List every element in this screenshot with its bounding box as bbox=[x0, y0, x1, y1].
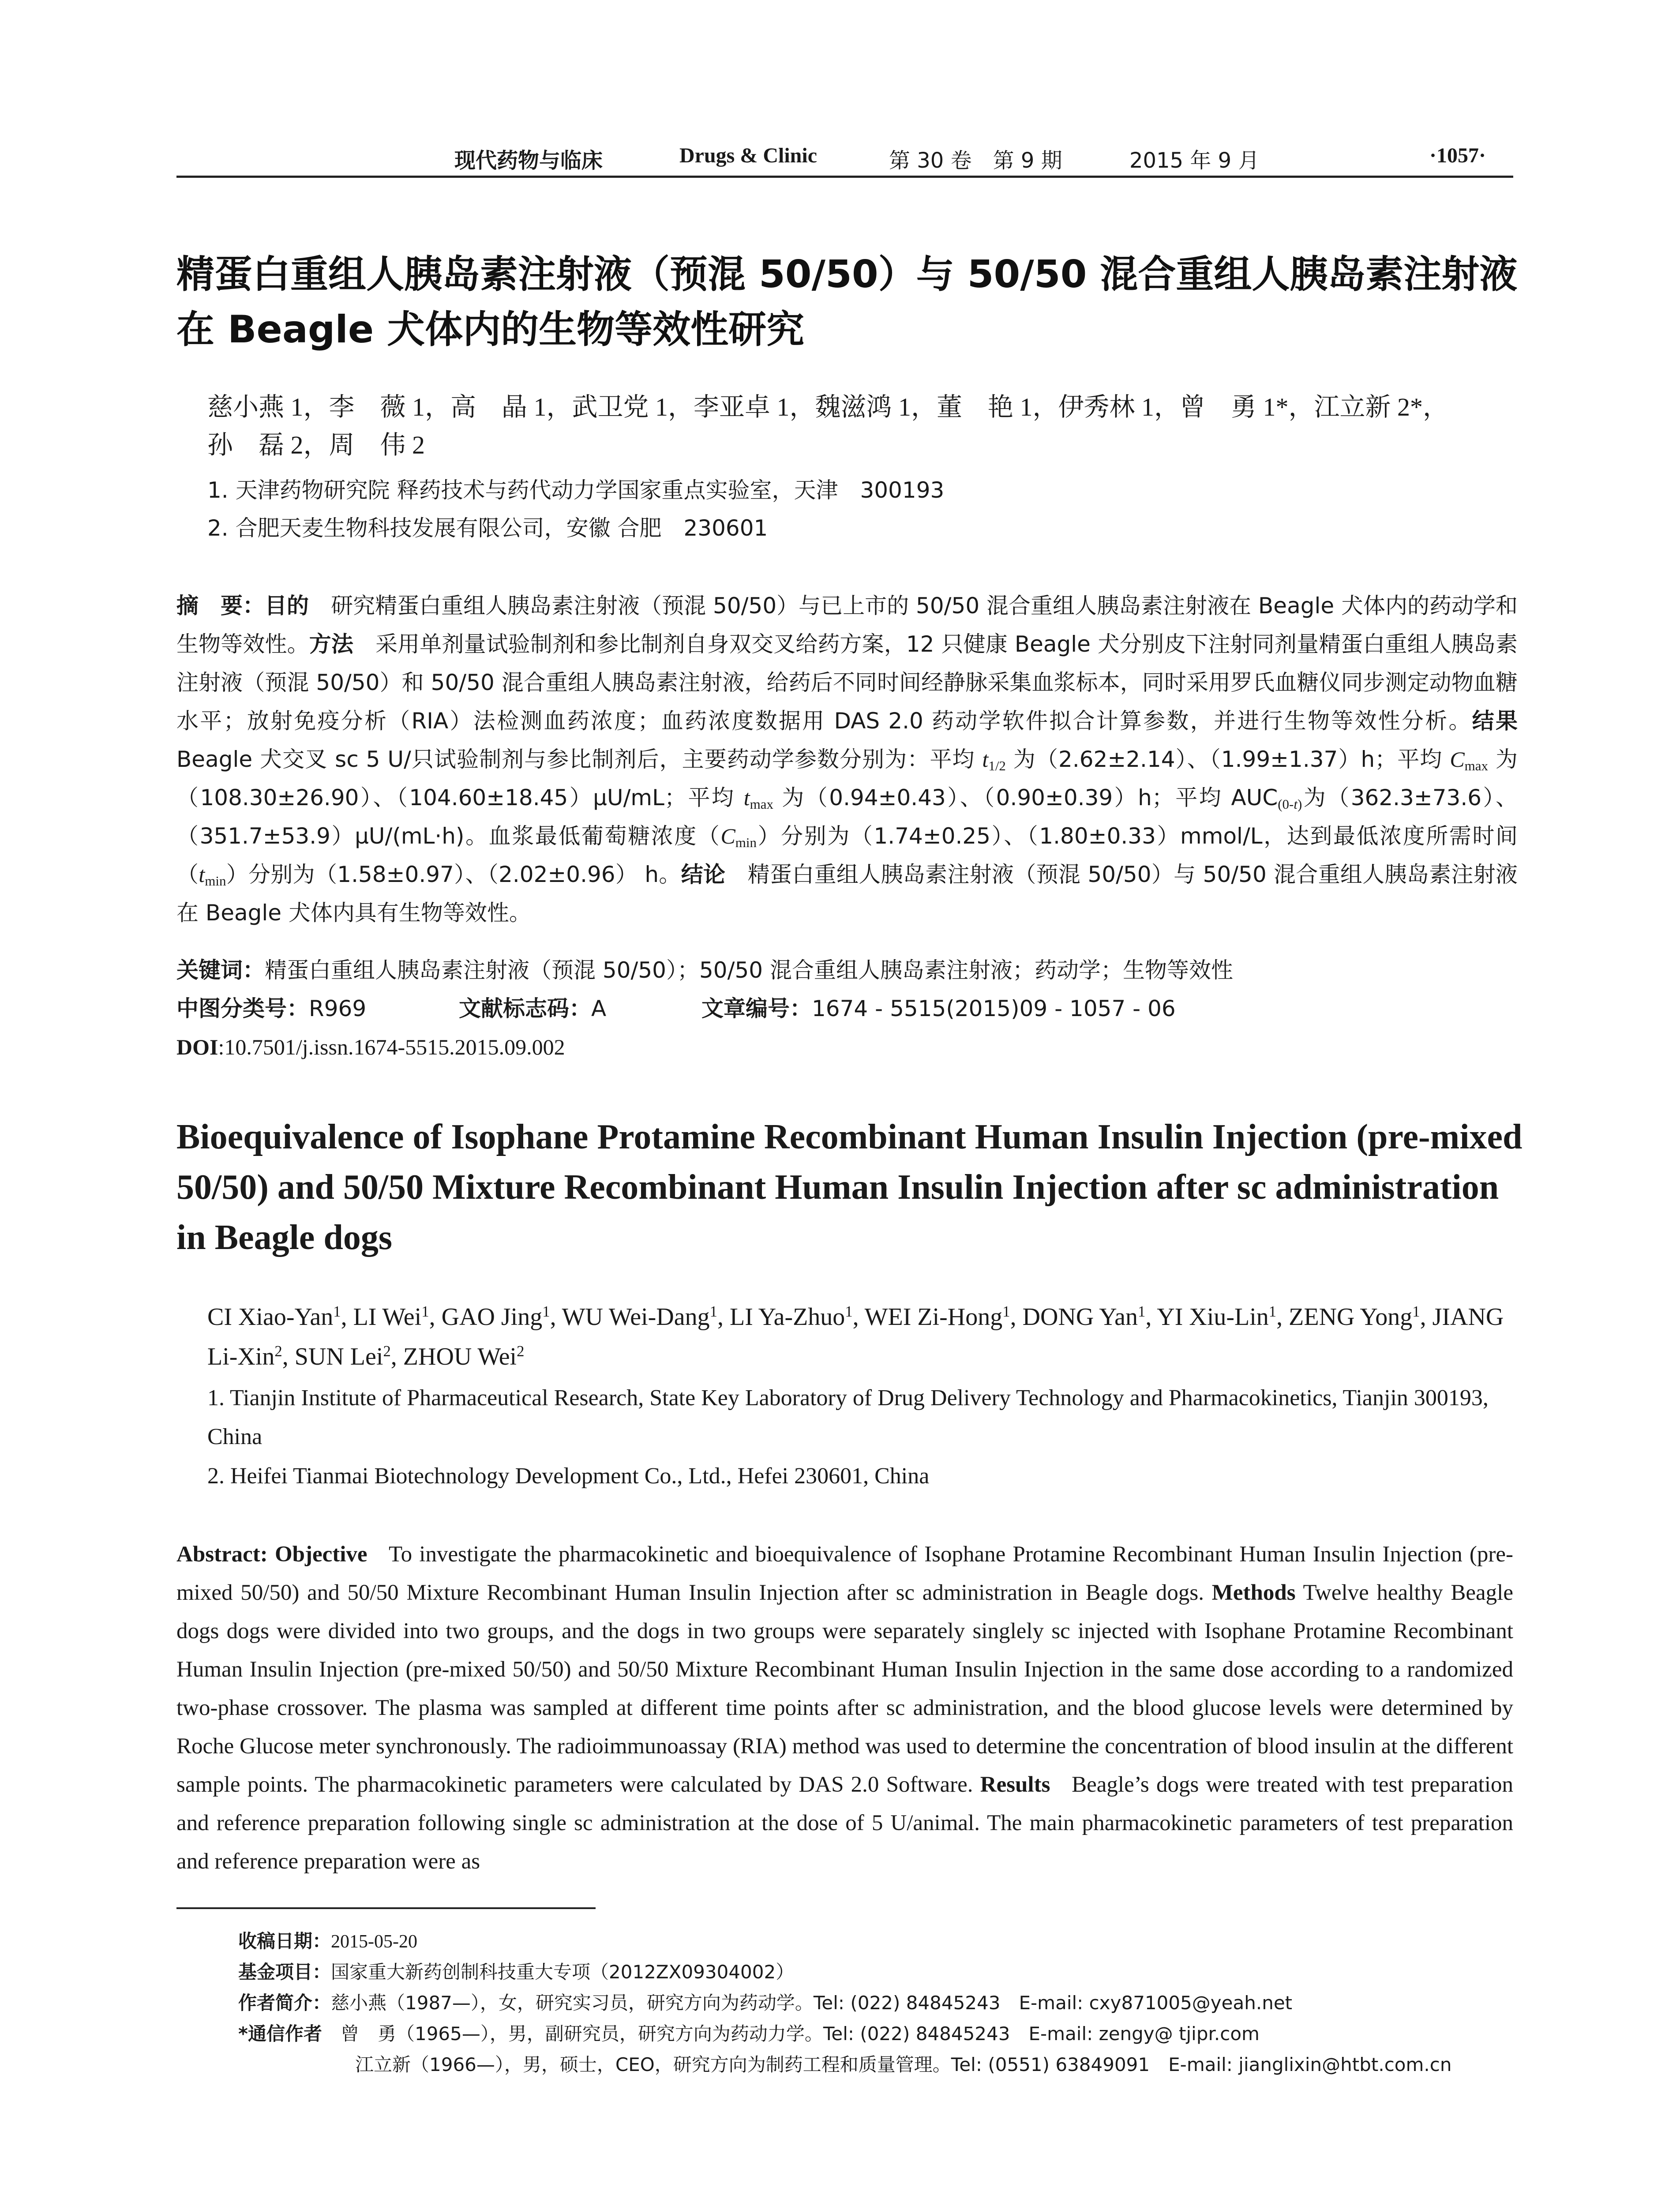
bio-value: 慈小燕（1987—），女，研究实习员，研究方向为药动学。Tel: (022) 84845243 E-mail: cxy871005@yeah.net bbox=[331, 1992, 1293, 2014]
authors-cn-line1: 慈小燕 1，李 薇 1，高 晶 1，武卫党 1，李亚卓 1，魏滋鸿 1，董 艳 1，伊秀林 1，曾 勇 1*，江立新 2*， bbox=[207, 393, 1449, 421]
cmin-symbol: $C_{min}$ bbox=[720, 824, 757, 850]
doc-code-label: 文献标志码： bbox=[459, 996, 591, 1021]
author-en bbox=[730, 1303, 853, 1331]
doi-label: DOI bbox=[176, 1035, 218, 1059]
corr-label: *通信作者 bbox=[238, 2023, 322, 2045]
journal-name-cn: 现代药物与临床 bbox=[454, 149, 603, 173]
received-label: 收稿日期： bbox=[238, 1930, 331, 1952]
author-en bbox=[295, 1343, 391, 1370]
author-en-name: GAO Jing bbox=[441, 1303, 543, 1331]
results-cn-label: 结果 bbox=[1472, 708, 1518, 734]
results-cn-text-c: 为（108.30±26.90）、（104.60±18.45）μU/mL；平均 bbox=[176, 747, 1518, 810]
author-en bbox=[1289, 1303, 1420, 1331]
objective-cn-label: 目的 bbox=[265, 593, 309, 619]
methods-cn-text: 采用单剂量试验制剂和参比制剂自身双交叉给药方案，12 只健康 Beagle 犬分别皮下注射同剂量精蛋白重组人胰岛素注射液（预混 50/50）和 50/50 混合重组人胰岛素注射液，给药后不同时间经静脉采集血浆标本，同时采用罗氏血糖仪同步测定动物血糖水平；放射免疫分析（RIA）法检测血药浓度；血药浓度数据用 DAS 2.0 药动学软件拟合计算参数，并进行生物等效性分析。 bbox=[176, 631, 1518, 734]
author-en-affiliation-mark: 1 bbox=[542, 1302, 550, 1320]
issue-date: 2015 年 9 月 bbox=[1129, 148, 1260, 173]
methods-cn-label: 方法 bbox=[309, 631, 353, 657]
author-en-affiliation-mark: 1 bbox=[1268, 1302, 1277, 1320]
t-half-symbol: $t_{1/2}$ bbox=[982, 747, 1006, 773]
authors-en: CI Xiao-Yan$^1$, LI Wei$^1$, GAO Jing$^1$, WU Wei-Dang$^1$, LI Ya-Zhuo$^1$, WEI Zi-Hong$^1$, DONG Yan$^1$, YI Xiu-Lin$^1$, ZENG Yong$^1$, JIANG Li-Xin$^2$, SUN Lei$^2$, ZHOU Wei$^2$ bbox=[207, 1302, 1504, 1370]
tmin-symbol: $t_{min}$ bbox=[199, 862, 226, 889]
abstract-cn bbox=[176, 587, 1518, 932]
affiliation-cn-2: 2. 合肥天麦生物科技发展有限公司，安徽 合肥 230601 bbox=[207, 515, 768, 541]
corresponding-author-2: 江立新（1966—），男，硕士，CEO，研究方向为制药工程和质量管理。Tel: (0551) 63849091 E-mail: jianglixin@htbt.com.cn bbox=[355, 2054, 1452, 2075]
affiliation-en-2: 2. Heifei Tianmai Biotechnology Development Co., Ltd., Hefei 230601, China bbox=[207, 1463, 930, 1489]
keywords bbox=[176, 951, 1518, 990]
abstract-en-label: Abstract: bbox=[176, 1542, 268, 1567]
article-title-en: Bioequivalence of Isophane Protamine Recombinant Human Insulin Injection (pre-mixed 50/50) and 50/50 Mixture Recombinant Human Insulin Injection after sc administration in Beagle dogs bbox=[176, 1118, 1522, 1257]
author-en-name: DONG Yan bbox=[1022, 1303, 1138, 1331]
author-en-name: YI Xiu-Lin bbox=[1157, 1303, 1269, 1331]
doc-code bbox=[459, 990, 606, 1028]
running-header bbox=[176, 143, 1513, 174]
keywords-label: 关键词： bbox=[176, 957, 265, 983]
article-number-label: 文章编号： bbox=[701, 996, 812, 1021]
author-en bbox=[1157, 1303, 1276, 1331]
methods-en-label: Methods bbox=[1211, 1580, 1296, 1605]
article-number bbox=[701, 990, 1176, 1028]
author-en-affiliation-mark: 1 bbox=[709, 1302, 717, 1320]
footnote-rule bbox=[176, 1907, 596, 1909]
author-en-affiliation-mark: 1 bbox=[1002, 1302, 1010, 1320]
author-en-affiliation-mark: 1 bbox=[845, 1302, 853, 1320]
results-en-label: Results bbox=[980, 1772, 1050, 1797]
objective-en-text: To investigate the pharmacokinetic and bioequivalence of Isophane Protamine Recombinant Human Insulin Injection (pre-mixed 50/50) and 50/50 Mixture Recombinant Human Insulin Injection after sc administration in Beagle dogs. bbox=[176, 1542, 1514, 1605]
article-number-value: 1674 - 5515(2015)09 - 1057 - 06 bbox=[812, 996, 1176, 1021]
methods-en-text: Twelve healthy Beagle dogs dogs were divided into two groups, and the dogs in two groups were separately singlely sc injected with Isophane Protamine Recombinant Human Insulin Injection (pre-mixed 50/50) and 50/50 Mixture Recombinant Human Insulin Injection in the same dose according to a randomized two-phase crossover. The plasma was sampled at different time points after sc administration, and the blood glucose levels were determined by Roche Glucose meter synchronously. The radioimmunoassay (RIA) method was used to determine the concentration of blood insulin at the different sample points. The pharmacokinetic parameters were calculated by DAS 2.0 Software. bbox=[176, 1580, 1513, 1797]
clc-label: 中图分类号： bbox=[176, 996, 309, 1021]
objective-en-label: Objective bbox=[274, 1542, 368, 1567]
author-en-name: LI Ya-Zhuo bbox=[729, 1303, 845, 1331]
clc-value: R969 bbox=[309, 996, 367, 1021]
results-cn-text-a: Beagle 犬交叉 sc 5 U/只试验制剂与参比制剂后，主要药动学参数分别为：平均 bbox=[176, 747, 982, 772]
affiliation-en-1: 1. Tianjin Institute of Pharmaceutical Research, State Key Laboratory of Drug Delivery Technology and Pharmacokinetics, Tianjin 300193, China bbox=[207, 1385, 1489, 1449]
author-en-name: CI Xiao-Yan bbox=[207, 1303, 334, 1331]
author-en bbox=[562, 1303, 717, 1331]
conclusion-cn-text: 精蛋白重组人胰岛素注射液（预混 50/50）与 50/50 混合重组人胰岛素注射液在 Beagle 犬体内具有生物等效性。 bbox=[176, 862, 1518, 926]
fund-value: 国家重大新药创制科技重大专项（2012ZX09304002） bbox=[331, 1961, 795, 1983]
author-en-affiliation-mark: 1 bbox=[421, 1302, 429, 1320]
header-rule bbox=[176, 176, 1513, 178]
author-en-affiliation-mark: 1 bbox=[1138, 1302, 1146, 1320]
author-en bbox=[442, 1303, 550, 1331]
author-en-name: ZHOU Wei bbox=[403, 1343, 517, 1370]
received-value: 2015-05-20 bbox=[331, 1932, 417, 1952]
fund-label: 基金项目： bbox=[238, 1961, 331, 1983]
page-number: ·1057· bbox=[1429, 144, 1486, 167]
author-en-affiliation-mark: 1 bbox=[333, 1302, 341, 1320]
corr-value-1: 曾 勇（1965—），男，副研究员，研究方向为药动力学。Tel: (022) 84845243 E-mail: zengy@ tjipr.com bbox=[340, 2023, 1260, 2045]
fund-project bbox=[238, 1957, 1540, 1988]
author-en-affiliation-mark: 2 bbox=[274, 1342, 282, 1360]
keywords-text: 精蛋白重组人胰岛素注射液（预混 50/50）；50/50 混合重组人胰岛素注射液；药动学；生物等效性 bbox=[265, 957, 1233, 983]
received-date bbox=[238, 1926, 1540, 1957]
tmax-symbol: $t_{max}$ bbox=[743, 785, 773, 812]
author-en-affiliation-mark: 2 bbox=[383, 1342, 391, 1360]
volume-issue: 第 30 卷 第 9 期 bbox=[889, 148, 1062, 173]
abstract-cn-label: 摘 要： bbox=[176, 593, 265, 619]
author-en bbox=[1023, 1303, 1146, 1331]
author-bio bbox=[238, 1988, 1540, 2018]
author-en bbox=[403, 1343, 525, 1370]
doi-value: :10.7501/j.issn.1674-5515.2015.09.002 bbox=[218, 1035, 565, 1059]
author-en-name: WU Wei-Dang bbox=[562, 1303, 710, 1331]
results-cn-text-d: 为（0.94±0.43）、（0.90±0.39）h；平均 AUC bbox=[773, 785, 1278, 810]
cmax-symbol: $C_{max}$ bbox=[1450, 747, 1489, 773]
results-cn-text-g: ）分别为（1.58±0.97）、（2.02±0.96） h。 bbox=[226, 862, 681, 887]
results-cn-text-e: 为（362.3±73.6）、（351.7±53.9）μU/(mL·h)。血浆最低葡萄糖浓度（ bbox=[176, 785, 1518, 849]
author-en-name: LI Wei bbox=[353, 1303, 422, 1331]
author-en bbox=[865, 1303, 1010, 1331]
conclusion-cn-label: 结论 bbox=[681, 862, 726, 887]
results-cn-text-f: ）分别为（1.74±0.25）、（1.80±0.33）mmol/L，达到最低浓度所需时间（ bbox=[176, 823, 1518, 887]
abstract-en bbox=[176, 1535, 1513, 1881]
auc-subscript: (0-t) bbox=[1278, 796, 1302, 812]
bio-label: 作者简介： bbox=[238, 1992, 331, 2014]
author-en bbox=[207, 1303, 341, 1331]
author-en-name: SUN Lei bbox=[294, 1343, 383, 1370]
doc-code-value: A bbox=[591, 996, 607, 1021]
results-cn-text-b: 为（2.62±2.14）、（1.99±1.37）h；平均 bbox=[1005, 747, 1450, 772]
objective-cn-text: 研究精蛋白重组人胰岛素注射液（预混 50/50）与已上市的 50/50 混合重组人胰岛素注射液在 Beagle 犬体内的药动学和生物等效性。 bbox=[176, 593, 1518, 657]
authors-cn-line2: 孙 磊 2，周 伟 2 bbox=[207, 431, 425, 459]
author-en-name: JIANG Li-Xin bbox=[207, 1303, 1504, 1370]
journal-name-en: Drugs & Clinic bbox=[679, 144, 817, 167]
doi-line bbox=[176, 1028, 1518, 1066]
affiliation-cn-1: 1. 天津药物研究院 释药技术与药代动力学国家重点实验室，天津 300193 bbox=[207, 477, 945, 503]
author-en-name: WEI Zi-Hong bbox=[864, 1303, 1003, 1331]
author-en bbox=[353, 1303, 429, 1331]
article-title-cn: 精蛋白重组人胰岛素注射液（预混 50/50）与 50/50 混合重组人胰岛素注射液在 Beagle 犬体内的生物等效性研究 bbox=[176, 252, 1518, 352]
author-en-affiliation-mark: 1 bbox=[1412, 1302, 1420, 1320]
results-en-text: Beagle’s dogs were treated with test preparation and reference preparation following single sc administration at the dose of 5 U/animal. The main pharmacokinetic parameters of test preparation and reference preparation were as bbox=[176, 1772, 1514, 1874]
author-en-name: ZENG Yong bbox=[1289, 1303, 1413, 1331]
author-en-affiliation-mark: 2 bbox=[517, 1342, 525, 1360]
corresponding-author bbox=[238, 2018, 1540, 2049]
classification-line bbox=[176, 990, 1518, 1028]
